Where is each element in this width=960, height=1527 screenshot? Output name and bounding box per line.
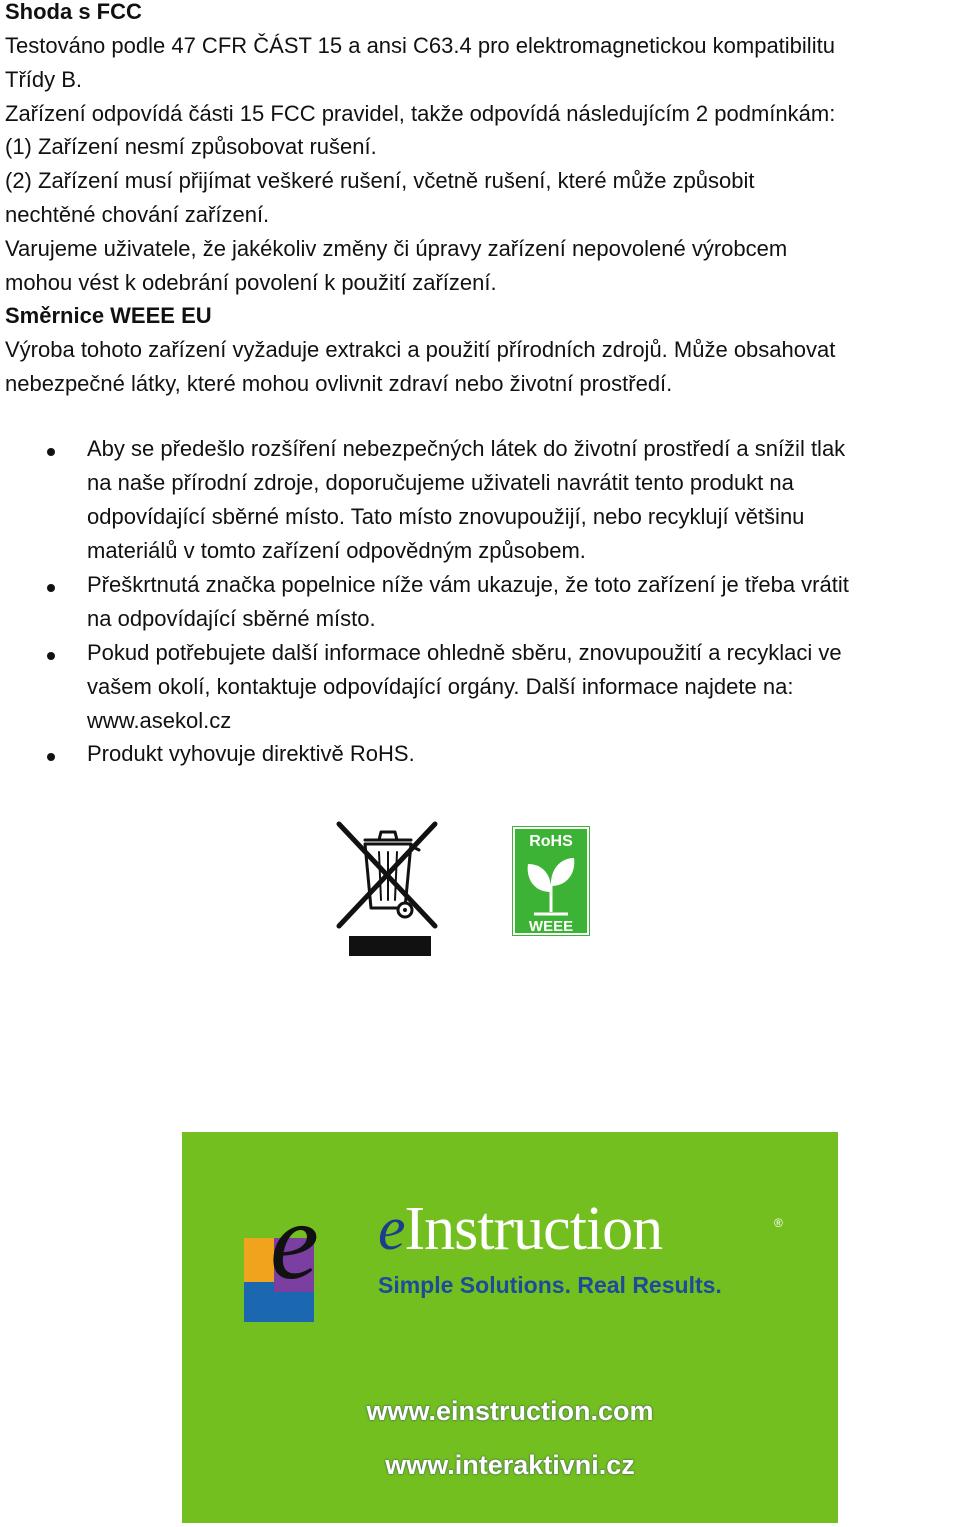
bullet-line: na naše přírodní zdroje, doporučujeme uživateli navrátit tento produkt na — [87, 470, 794, 495]
bullet-line: na odpovídající sběrné místo. — [87, 606, 376, 631]
rohs-weee-logo — [512, 826, 590, 936]
bullet-link-asekol[interactable]: www.asekol.cz — [87, 708, 232, 733]
bullet-line: Pokud potřebujete další informace ohledně sběru, znovupoužití a recyklaci ve — [87, 640, 842, 665]
url-einstruction-link[interactable]: www.einstruction.com — [366, 1396, 654, 1426]
einstruction-logo-mark — [230, 1174, 360, 1324]
brand-e: e — [378, 1195, 405, 1263]
weee-line: Výroba tohoto zařízení vyžaduje extrakci a použití přírodních zdrojů. Může obsahovat — [5, 337, 836, 362]
crossed-out-wheelie-bin-icon — [335, 820, 441, 958]
weee-heading: Směrnice WEEE EU — [5, 303, 212, 328]
fcc-line: Varujeme uživatele, že jakékoliv změny či úpravy zařízení nepovolené výrobcem — [5, 236, 788, 261]
bullet-icon — [47, 584, 55, 592]
bullet-icon — [47, 652, 55, 660]
bullet-line: Přeškrtnutá značka popelnice níže vám ukazuje, že toto zařízení je třeba vrátit — [87, 572, 849, 597]
brand-rest: Instruction — [404, 1195, 663, 1263]
fcc-heading: Shoda s FCC — [5, 0, 142, 24]
fcc-line: (2) Zařízení musí přijímat veškeré rušení, včetně rušení, které může způsobit — [5, 168, 755, 193]
svg-text:e: e — [270, 1180, 319, 1302]
registered-mark: ® — [774, 1216, 783, 1230]
fcc-line: (1) Zařízení nesmí způsobovat rušení. — [5, 134, 377, 159]
rohs-label: RoHS — [529, 833, 573, 850]
bullet-line: Aby se předešlo rozšíření nebezpečných látek do životní prostředí a snížil tlak — [87, 436, 846, 461]
url-interaktivni-link[interactable]: www.interaktivni.cz — [385, 1450, 635, 1480]
bullet-line: materiálů v tomto zařízení odpovědným způsobem. — [87, 538, 586, 563]
fcc-line: Testováno podle 47 CFR ČÁST 15 a ansi C63.4 pro elektromagnetickou kompatibilitu — [5, 33, 835, 58]
fcc-line: Třídy B. — [5, 67, 83, 92]
tagline: Simple Solutions. Real Results. — [378, 1272, 722, 1298]
weee-line: nebezpečné látky, které mohou ovlivnit zdraví nebo životní prostředí. — [5, 371, 673, 396]
bullet-icon — [47, 753, 55, 761]
bullet-line: vašem okolí, kontaktuje odpovídající orgány. Další informace najdete na: — [87, 674, 794, 699]
bullet-line: Produkt vyhovuje direktivě RoHS. — [87, 741, 415, 766]
bullet-line: odpovídající sběrné místo. Tato místo znovupoužijí, nebo recyklují většinu — [87, 504, 805, 529]
weee-label: WEEE — [528, 918, 574, 935]
bullet-icon — [47, 448, 55, 456]
einstruction-banner — [182, 1132, 838, 1523]
fcc-line: Zařízení odpovídá části 15 FCC pravidel, takže odpovídá následujícím 2 podmínkám: — [5, 101, 836, 126]
brand-name — [378, 1194, 662, 1265]
fcc-line: nechtěné chování zařízení. — [5, 202, 270, 227]
fcc-line: mohou vést k odebrání povolení k použití zařízení. — [5, 270, 497, 295]
